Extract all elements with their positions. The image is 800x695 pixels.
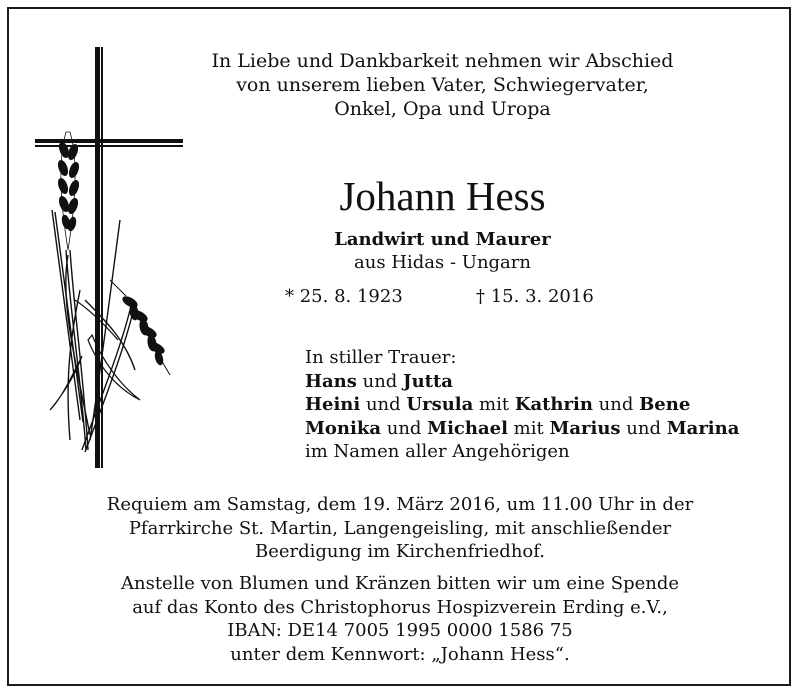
deceased-profession: Landwirt und Maurer xyxy=(334,229,551,250)
mourner-name: Heini xyxy=(305,394,361,415)
requiem-line: Requiem am Samstag, dem 19. März 2016, um 11.00 Uhr in der xyxy=(106,494,694,515)
connector: mit xyxy=(473,394,515,415)
mourner-name: Monika xyxy=(305,417,381,439)
donation-line: auf das Konto des Christophorus Hospizverein Erding e.V., xyxy=(132,596,668,618)
deceased-name: Johann Hess xyxy=(339,173,546,219)
connector: und xyxy=(592,394,640,415)
connector: mit xyxy=(507,417,550,439)
donation-line: Anstelle von Blumen und Kränzen bitten wir um eine Spende xyxy=(120,573,680,594)
mourner-name: Michael xyxy=(427,417,508,439)
connector: und xyxy=(360,394,407,415)
connector: und xyxy=(356,370,404,392)
deceased-origin: aus Hidas - Ungarn xyxy=(354,252,531,273)
connector: und xyxy=(620,417,667,439)
mourner-line xyxy=(305,370,785,394)
mourner-name: Jutta xyxy=(403,370,453,392)
intro-line: von unserem lieben Vater, Schwiegervater, xyxy=(236,74,649,96)
donation-keyword: unter dem Kennwort: „Johann Hess“. xyxy=(230,643,570,665)
mourner-line xyxy=(305,393,785,417)
requiem-line: Pfarrkirche St. Martin, Langengeisling, mit anschließender xyxy=(128,517,672,539)
intro-line: Onkel, Opa und Uropa xyxy=(334,98,551,120)
mourners-heading: In stiller Trauer: xyxy=(305,347,457,368)
requiem-line: Beerdigung im Kirchenfriedhof. xyxy=(254,541,545,562)
intro-line: In Liebe und Dankbarkeit nehmen wir Abschied xyxy=(211,50,674,72)
death-date: † 15. 3. 2016 xyxy=(476,286,594,307)
mourner-name: Marius xyxy=(549,417,621,439)
requiem-info xyxy=(60,493,740,564)
donation-info xyxy=(60,572,740,666)
connector: und xyxy=(381,417,428,439)
mourner-name: Kathrin xyxy=(514,394,593,415)
mourner-name: Ursula xyxy=(406,394,474,415)
mourner-name: Marina xyxy=(666,417,740,439)
mourner-name: Hans xyxy=(305,370,357,392)
iban: IBAN: DE14 7005 1995 0000 1586 75 xyxy=(227,620,573,641)
mourner-line xyxy=(305,417,785,441)
mourner-name: Bene xyxy=(639,394,691,415)
cross-with-wheat-icon xyxy=(30,40,190,475)
birth-date: * 25. 8. 1923 xyxy=(285,286,403,307)
intro-text xyxy=(170,49,715,121)
mourners-closing: im Namen aller Angehörigen xyxy=(305,441,570,462)
mourners-list xyxy=(305,346,785,464)
